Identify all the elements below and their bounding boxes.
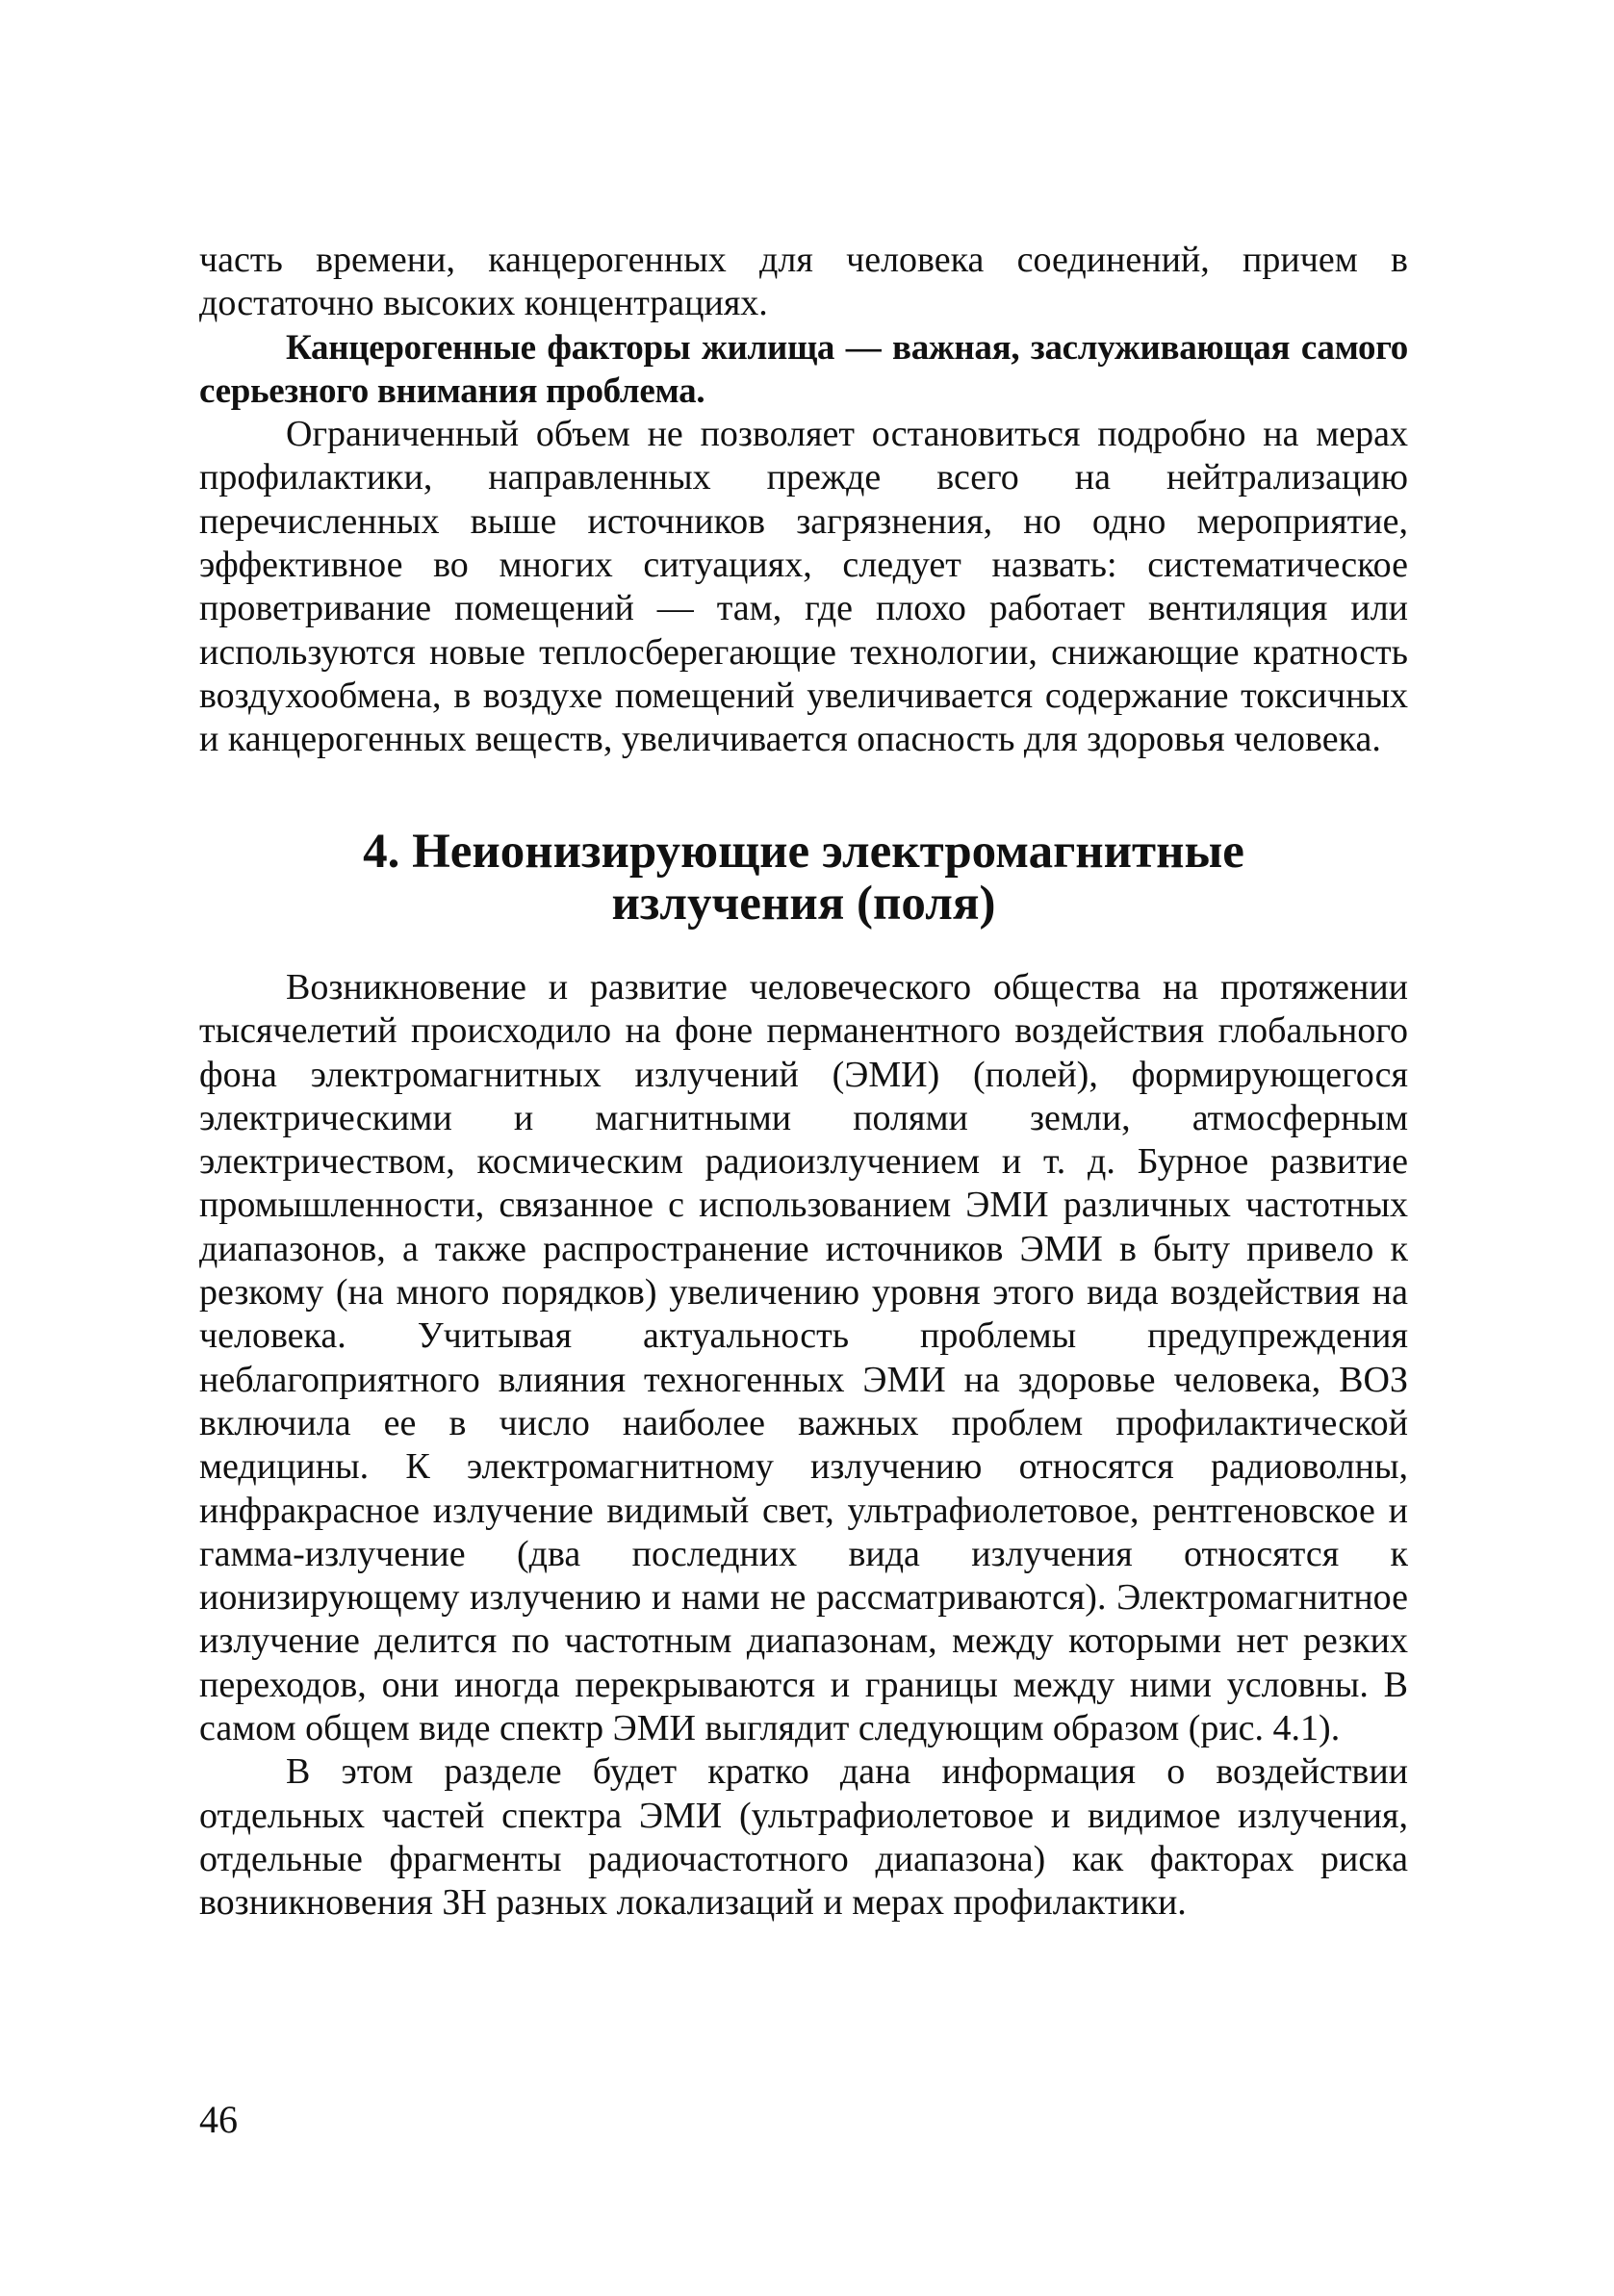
paragraph-bold-statement: Канцерогенные факторы жилища — важная, заслуживающая самого серьезного внимания проблема. — [199, 327, 1408, 411]
top-text-block — [199, 239, 1408, 762]
paragraph-prevention: Ограниченный объем не позволяет остановиться подробно на мерах профилактики, направленных прежде всего на нейтрализацию перечисленных выше источников загрязнения, но одно мероприятие, эффективное во многих ситуациях, следует назвать: систематическое проветривание помещений — там, где плохо работает вентиляция или используются новые теплосберегающие технологии, снижающие кратность воздухообмена, в воздухе помещений увеличивается содержание токсичных и канцерогенных веществ, увеличивается опасность для здоровья человека. — [199, 414, 1408, 760]
paragraph-emi-intro: Возникновение и развитие человеческого общества на протяжении тысячелетий происходило на фоне перманентного воздействия глобального фона электромагнитных излучений (ЭМИ) (полей), формирующегося электрическими и магнитными полями земли, атмосферным электричеством, космическим радиоизлучением и т. д. Бурное развитие промышленности, связанное с использованием ЭМИ различных частотных диапазонов, а также распространение источников ЭМИ в быту привело к резкому (на много порядков) увеличению уровня этого вида воздействия на человека. Учитывая актуальность проблемы предупреждения неблагоприятного влияния техногенных ЭМИ на здоровье человека, ВОЗ включила ее в число наиболее важных проблем профилактической медицины. К электромагнитному излучению относятся радиоволны, инфракрасное излучение видимый свет, ультрафиолетовое, рентгеновское и гамма-излучение (два последних вида излучения относятся к ионизирующему излучению и нами не рассматриваются). Электромагнитное излучение делится по частотным диапазонам, между которыми нет резких переходов, они иногда перекрываются и границы между ними условны. В самом общем виде спектр ЭМИ выглядит следующим образом (рис. 4.1). — [199, 967, 1408, 1749]
section-heading-line-1: 4. Неионизирующие электромагнитные — [363, 825, 1244, 879]
page-number: 46 — [199, 2098, 238, 2141]
section-heading — [199, 826, 1408, 930]
section-text-block — [199, 966, 1408, 1926]
paragraph-continued: часть времени, канцерогенных для человека соединений, причем в достаточно высоких концентрациях. — [199, 240, 1408, 324]
section-heading-line-2: излучения (поля) — [611, 877, 996, 931]
paragraph-section-overview: В этом разделе будет кратко дана информация о воздействии отдельных частей спектра ЭМИ (ультрафиолетовое и видимое излучения, отдельные фрагменты радиочастотного диапазона) как факторах риска возникновения ЗН разных локализаций и мерах профилактики. — [199, 1751, 1408, 1924]
